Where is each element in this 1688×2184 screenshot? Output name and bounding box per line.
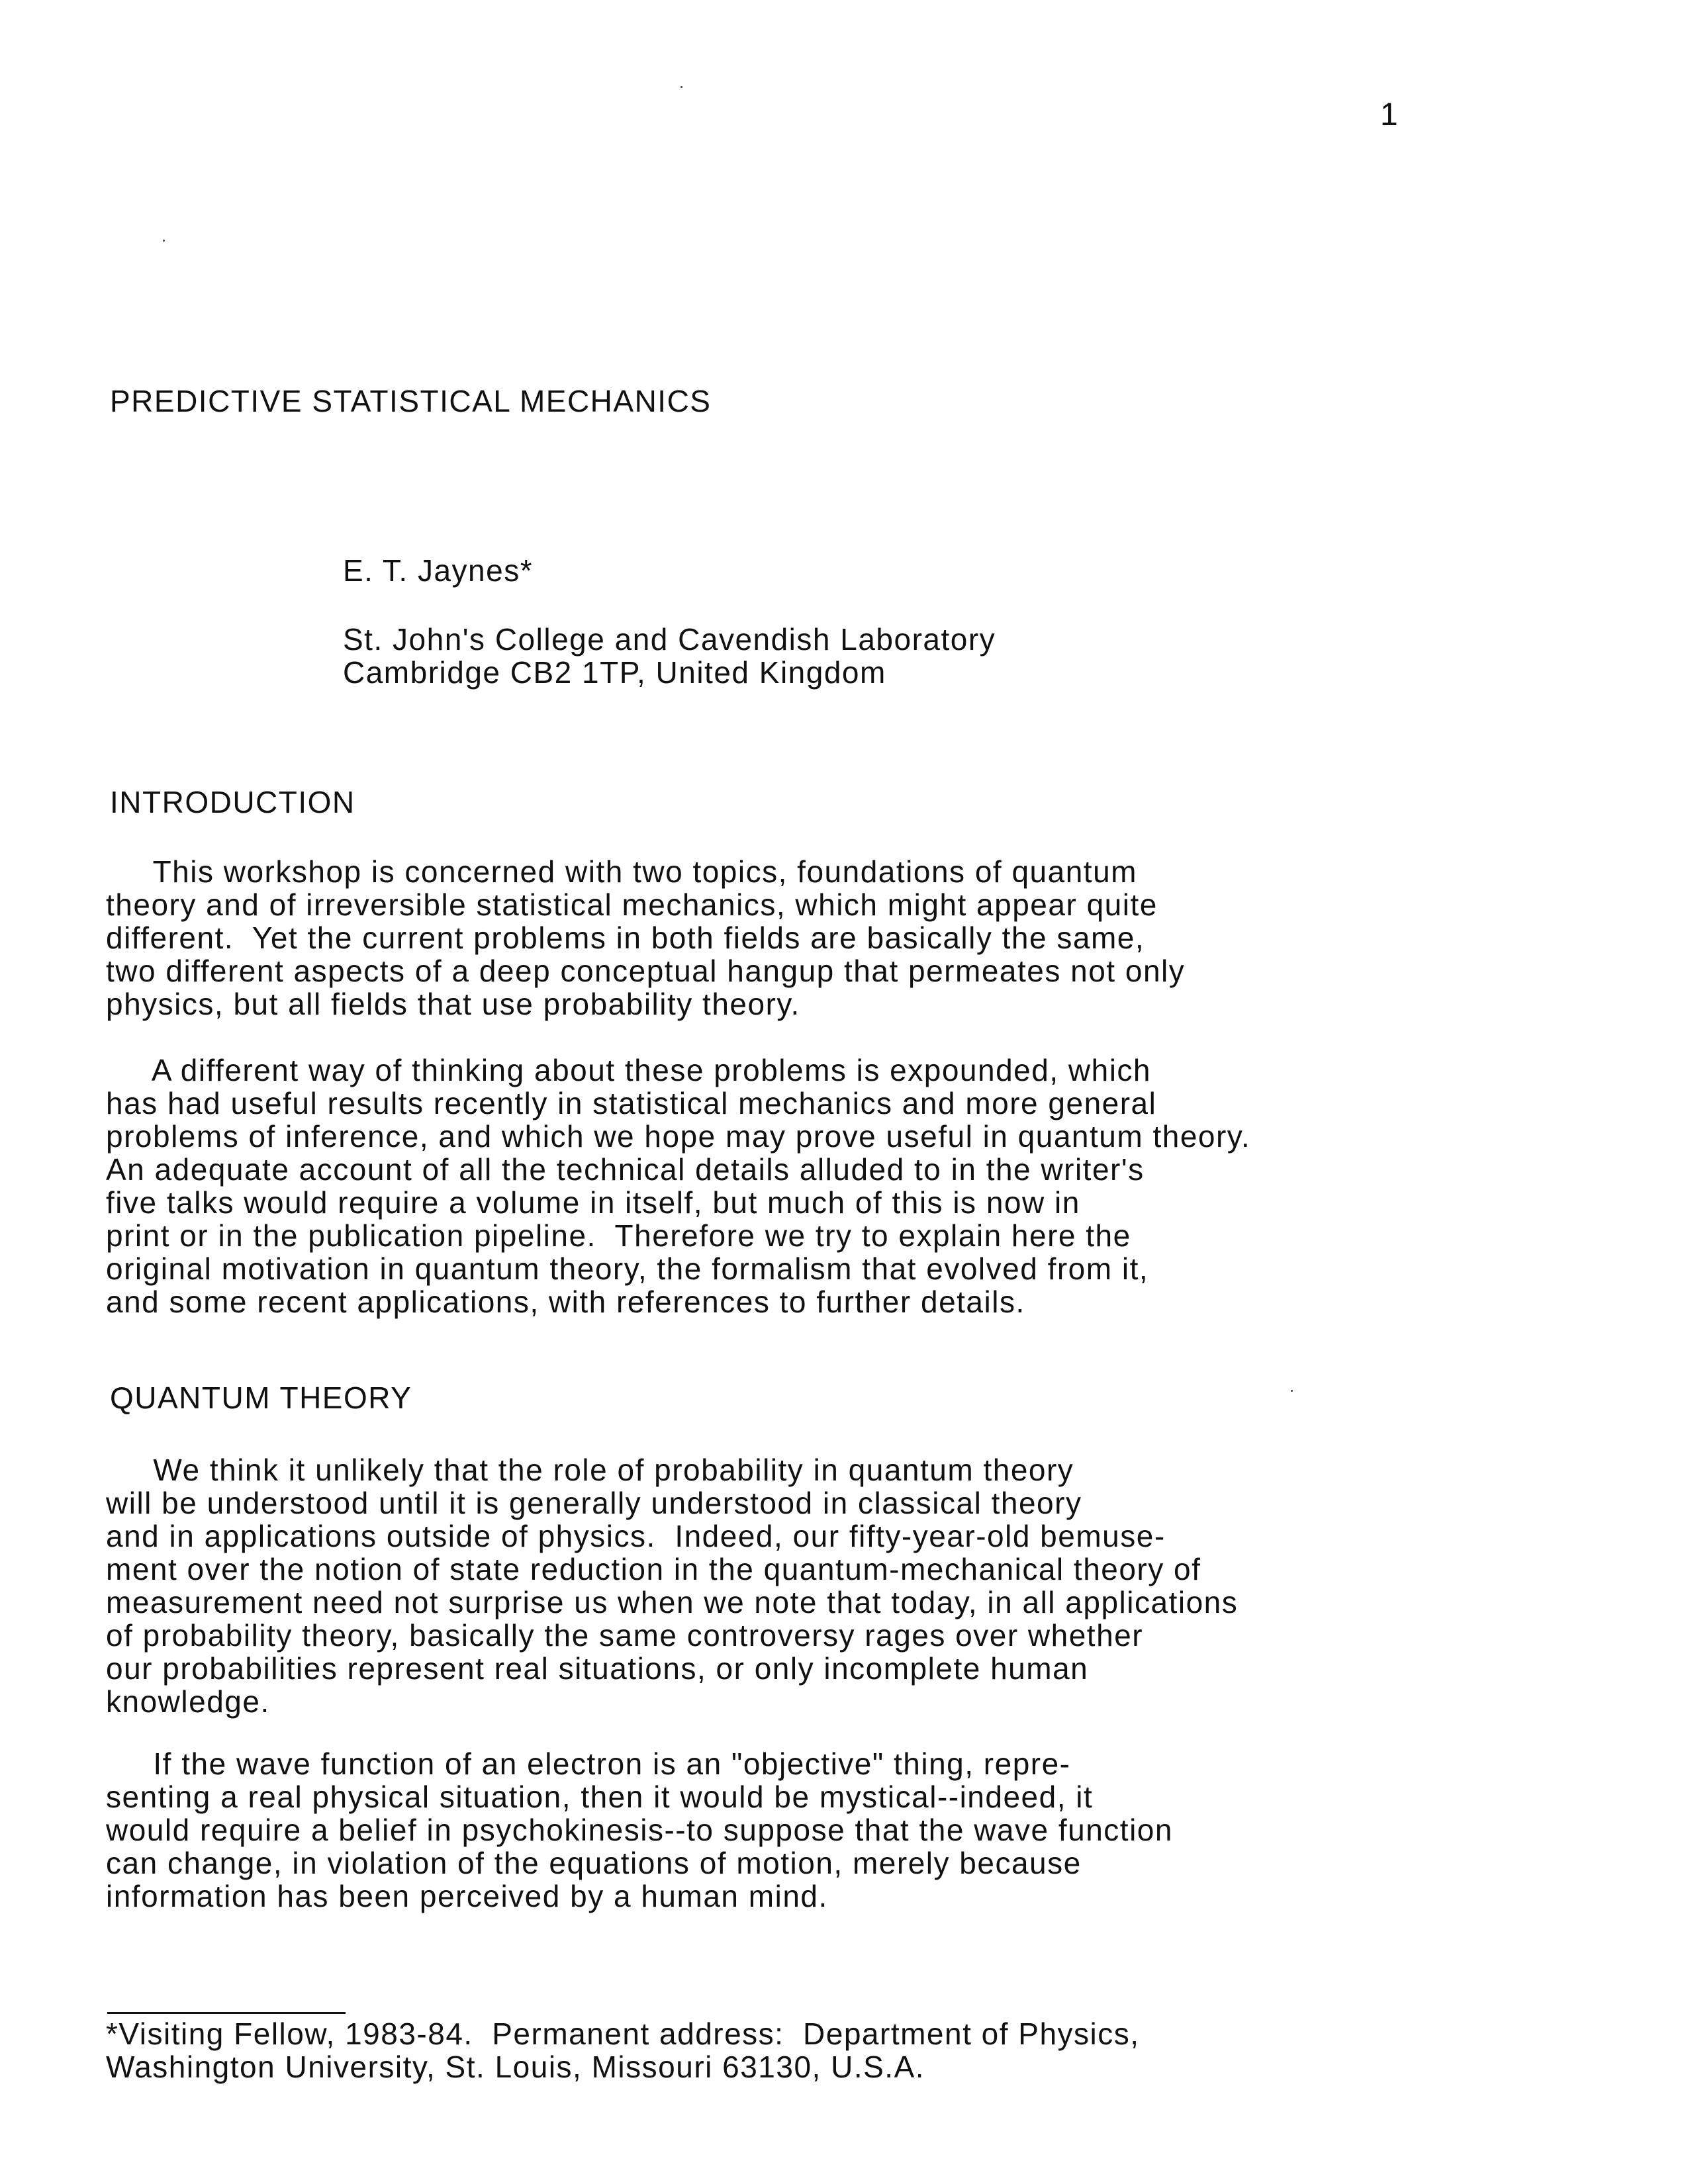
paragraph-line: problems of inference, and which we hope may prove useful in quantum theory. xyxy=(106,1119,1251,1154)
paragraph-line: our probabilities represent real situations, or only incomplete human xyxy=(106,1651,1089,1686)
paragraph-line: This workshop is concerned with two topics, foundations of quantum xyxy=(106,854,1137,889)
paragraph-line: We think it unlikely that the role of probability in quantum theory xyxy=(106,1453,1074,1487)
paragraph xyxy=(106,1453,1430,1718)
footnote-line: Washington University, St. Louis, Missouri 63130, U.S.A. xyxy=(106,2050,925,2084)
paragraph-line: and some recent applications, with references to further details. xyxy=(106,1285,1025,1319)
paragraph-line: different. Yet the current problems in both fields are basically the same, xyxy=(106,921,1145,955)
section-heading-quantum-theory: QUANTUM THEORY xyxy=(110,1381,412,1415)
paragraph-line: An adequate account of all the technical details alluded to in the writer's xyxy=(106,1152,1145,1187)
footnote-rule xyxy=(107,2012,346,2014)
affiliation-line: St. John's College and Cavendish Laboratory xyxy=(343,622,996,657)
paragraph-line: would require a belief in psychokinesis--to suppose that the wave function xyxy=(106,1813,1173,1847)
paragraph-line: A different way of thinking about these problems is expounded, which xyxy=(106,1053,1152,1087)
paragraph-line: and in applications outside of physics. Indeed, our fifty-year-old bemuse- xyxy=(106,1519,1166,1553)
footnote-line: *Visiting Fellow, 1983-84. Permanent address: Department of Physics, xyxy=(106,2017,1140,2051)
paragraph-line: has had useful results recently in statistical mechanics and more general xyxy=(106,1086,1157,1120)
paragraph-line: theory and of irreversible statistical mechanics, which might appear quite xyxy=(106,887,1158,922)
scan-speck xyxy=(680,86,682,88)
paragraph-line: print or in the publication pipeline. Therefore we try to explain here the xyxy=(106,1218,1131,1253)
page-number: 1 xyxy=(1380,97,1399,132)
paragraph-line: will be understood until it is generally understood in classical theory xyxy=(106,1486,1082,1520)
paragraph-line: can change, in violation of the equations of motion, merely because xyxy=(106,1846,1082,1880)
affiliation-line: Cambridge CB2 1TP, United Kingdom xyxy=(343,655,886,690)
paragraph xyxy=(106,1747,1430,1913)
paragraph xyxy=(106,855,1430,1021)
paragraph-line: physics, but all fields that use probability theory. xyxy=(106,987,800,1021)
paragraph-line: measurement need not surprise us when we note that today, in all applications xyxy=(106,1585,1239,1619)
paragraph-line: If the wave function of an electron is an "objective" thing, repre- xyxy=(106,1747,1071,1781)
paragraph-line: two different aspects of a deep conceptual hangup that permeates not only xyxy=(106,954,1186,988)
footnote xyxy=(106,2017,1140,2083)
paragraph-line: information has been perceived by a human mind. xyxy=(106,1879,828,1913)
author-name: E. T. Jaynes* xyxy=(343,553,534,588)
paper-title: PREDICTIVE STATISTICAL MECHANICS xyxy=(110,384,712,418)
paragraph-line: of probability theory, basically the same controversy rages over whether xyxy=(106,1618,1144,1653)
scan-speck xyxy=(163,240,165,242)
scan-speck xyxy=(1291,1390,1293,1392)
paragraph-line: senting a real physical situation, then it would be mystical--indeed, it xyxy=(106,1780,1094,1814)
paragraph xyxy=(106,1054,1430,1318)
section-heading-introduction: INTRODUCTION xyxy=(110,785,355,819)
paragraph-line: original motivation in quantum theory, the formalism that evolved from it, xyxy=(106,1251,1149,1286)
paragraph-line: ment over the notion of state reduction in the quantum-mechanical theory of xyxy=(106,1552,1201,1586)
paragraph-line: knowledge. xyxy=(106,1684,270,1719)
paragraph-line: five talks would require a volume in itself, but much of this is now in xyxy=(106,1185,1080,1220)
